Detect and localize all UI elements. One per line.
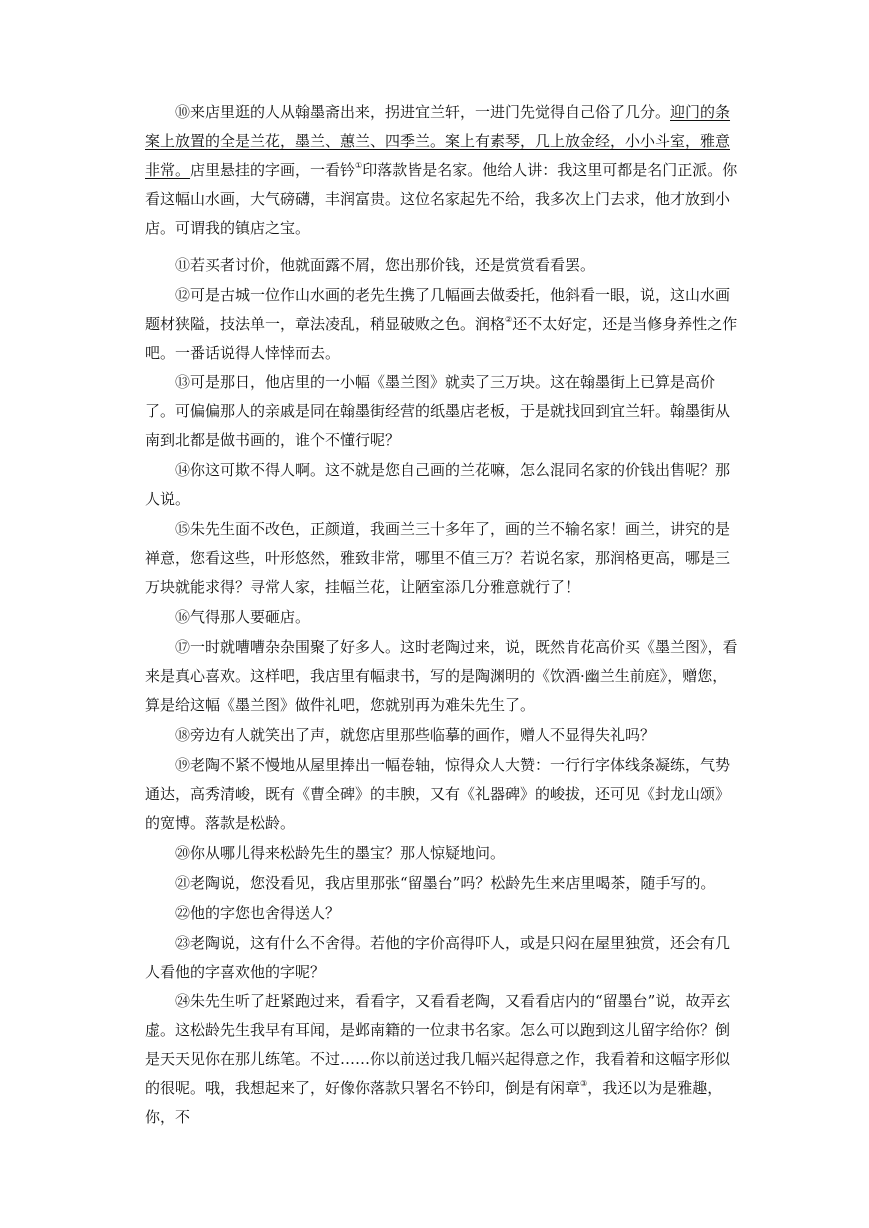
text-run: ⑳你从哪儿得来松龄先生的墨宝？那人惊疑地问。 [175,844,506,862]
text-run: ⑭你这可欺不得人啊。这不就是您自己画的兰花嘛，怎么混同名家的价钱出售呢？那人说。 [145,461,731,508]
text-run: ⑬可是那日，他店里的一小幅《墨兰图》就卖了三万块。这在翰墨街上已算是高价了。可偏偏那人的亲戚是同在翰墨街经营的纸墨店老板，于是就找回到宜兰轩。翰墨街从南到北都是做书画的，谁个不懂行呢？ [145,373,731,449]
footnote-marker: ① [355,161,363,170]
text-run: ㉑老陶说，您没看见，我店里那张“留墨台”吗？松龄先生来店里喝茶，随手写的。 [175,874,716,892]
paragraph-15 [145,515,741,602]
paragraph-22 [145,899,741,928]
text-run: 还不太好定，还是当修身养性之作吧。一番话说得人悻悻而去。 [145,315,738,362]
text-run: ⑪若买者讨价，他就面露不屑，您出那价钱，还是赏赏看看罢。 [175,256,596,274]
paragraph-18 [145,721,741,750]
paragraph-17 [145,633,741,720]
text-run: ⑲老陶不紧不慢地从屋里捧出一幅卷轴，惊得众人大赞：一行行字体线条凝练，气势通达，高秀清峻，既有《曹全碑》的丰腴，又有《礼器碑》的峻拔，还可见《封龙山颂》的宽博。落款是松龄。 [145,756,731,832]
paragraph-10 [145,98,741,243]
text-run: ，我还以为是雅趣，你，不 [145,1079,723,1126]
text-run: 印落款皆是名家。他给人讲：我这里可都是名门正派。你看这幅山水画，大气磅礴，丰润富贵。这位名家起先不给，我多次上门去求，他才放到小店。可谓我的镇店之宝。 [145,161,738,237]
underlined-text: 迎门的条案上放置的全是兰花，墨兰、蕙兰、四季兰。案上有素琴，几上放金经，小小斗室，雅意非常。 [145,103,731,179]
paragraph-11 [145,251,741,280]
paragraph-16 [145,603,741,632]
text-run: ⑱旁边有人就笑出了声，就您店里那些临摹的画作，赠人不显得失礼吗？ [175,726,656,744]
text-run: 店里悬挂的字画，一看钤 [190,161,356,179]
paragraph-19 [145,751,741,838]
paragraph-24 [145,987,741,1132]
paragraph-12 [145,281,741,368]
text-run: ⑩来店里逛的人从翰墨斋出来，拐进宜兰轩，一进门先觉得自己俗了几分。 [175,103,671,121]
text-run: ⑯气得那人要砸店。 [175,608,311,626]
text-run: ㉒他的字您也舍得送人？ [175,904,341,922]
text-run: ㉔朱先生听了赶紧跑过来，看看字，又看看老陶，又看看店内的“留墨台”说，故弄玄虚。这松龄先生我早有耳闻，是邺南籍的一位隶书名家。怎么可以跑到这儿留字给你？倒是天天见你在那儿练笔。不过……你以前送过我几幅兴起得意之作，我看着和这幅字形似的很呢。哦，我想起来了，好像你落款只署名不钤印，倒是有闲章 [145,992,731,1097]
text-run: ⑰一时就嘈嘈杂杂围聚了好多人。这时老陶过来，说，既然肯花高价买《墨兰图》，看来是真心喜欢。这样吧，我店里有幅隶书，写的是陶渊明的《饮酒·幽兰生前庭》，赠您，算是给这幅《墨兰图》做件礼吧，您就别再为难朱先生了。 [145,638,738,714]
paragraph-14 [145,456,741,514]
footnote-marker: ② [505,315,513,324]
paragraph-23 [145,929,741,987]
text-run: ⑫可是古城一位作山水画的老先生携了几幅画去做委托，他斜看一眼，说，这山水画题材狭隘，技法单一，章法凌乱，稍显破败之色。润格 [145,286,731,333]
paragraph-13 [145,368,741,455]
text-run: ⑮朱先生面不改色，正颜道，我画兰三十多年了，画的兰不输名家！画兰，讲究的是禅意，您看这些，叶形悠然，雅致非常，哪里不值三万？若说名家，那润格更高，哪是三万块就能求得？寻常人家，挂幅兰花，让陋室添几分雅意就行了！ [145,520,731,596]
footnote-marker: ③ [580,1079,588,1088]
text-run: ㉓老陶说，这有什么不舍得。若他的字价高得吓人，或是只闷在屋里独赏，还会有几人看他的字喜欢他的字呢？ [145,934,731,981]
paragraph-21 [145,869,741,898]
paragraph-20 [145,839,741,868]
